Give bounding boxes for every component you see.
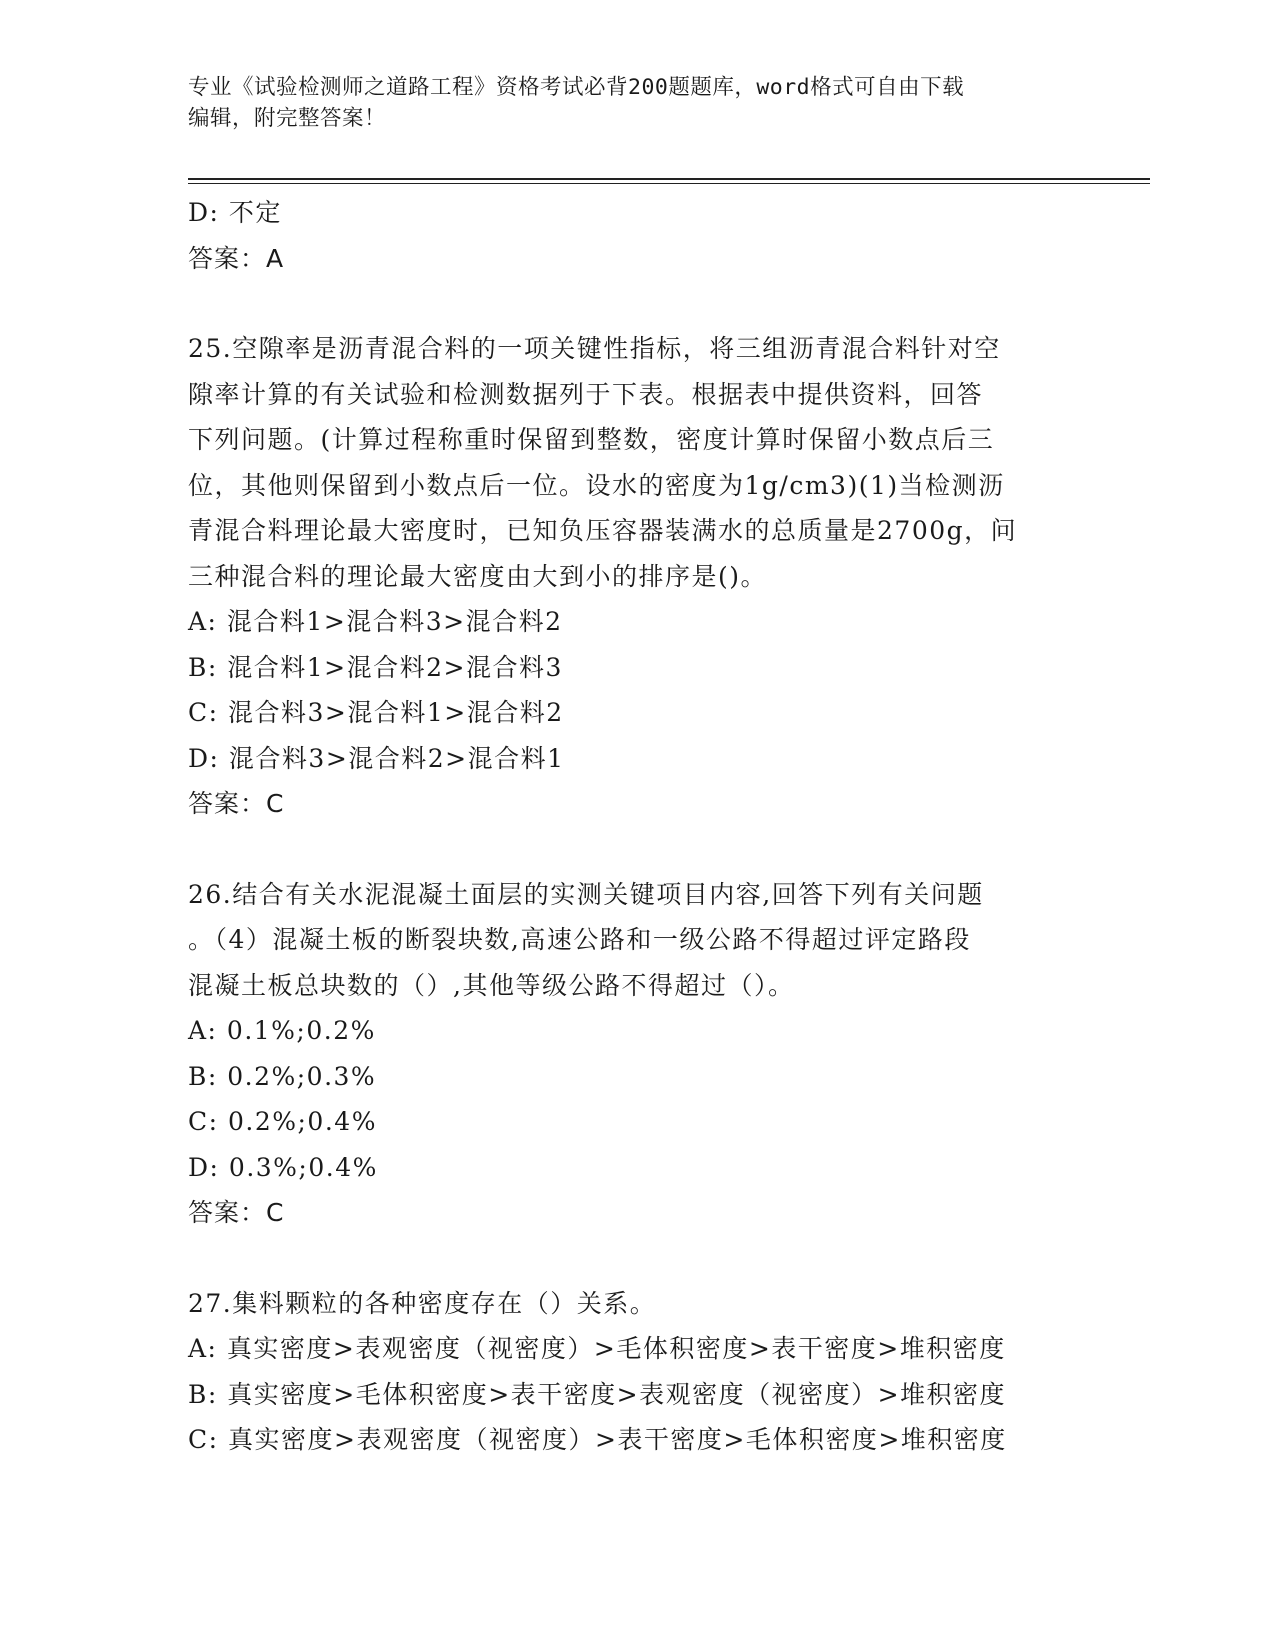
option-a: A: 真实密度>表观密度（视密度）>毛体积密度>表干密度>堆积密度 <box>188 1334 1006 1363</box>
question-text-line: 下列问题。(计算过程称重时保留到整数，密度计算时保留小数点后三 <box>188 425 995 454</box>
option-a: A: 0.1%;0.2% <box>188 1016 376 1045</box>
question-text-line: 。（4）混凝土板的断裂块数,高速公路和一级公路不得超过评定路段 <box>188 925 971 954</box>
question-25 <box>188 326 1128 827</box>
question-text-line: 青混合料理论最大密度时，已知负压容器装满水的总质量是2700g，问 <box>188 516 1018 545</box>
question-text-line: 位，其他则保留到小数点后一位。设水的密度为1g/cm3)(1)当检测沥 <box>188 470 1005 500</box>
question-26 <box>188 872 1128 1236</box>
option-d: D: 不定 <box>188 198 282 227</box>
header-title-line-2: 编辑，附完整答案！ <box>188 106 387 131</box>
option-c: C: 真实密度>表观密度（视密度）>表干密度>毛体积密度>堆积密度 <box>188 1425 1007 1454</box>
answer-label: 答案：C <box>188 789 285 818</box>
answer-label: 答案：A <box>188 243 285 273</box>
option-a: A: 混合料1>混合料3>混合料2 <box>188 607 563 636</box>
header-divider-thick <box>188 178 1150 180</box>
option-c: C: 0.2%;0.4% <box>188 1107 377 1136</box>
header-title-line-1: 专业《试验检测师之道路工程》资格考试必背200题题库，word格式可自由下载 <box>188 75 965 100</box>
question-text-line: 25.空隙率是沥青混合料的一项关键性指标，将三组沥青混合料针对空 <box>188 334 1001 363</box>
question-text-line: 26.结合有关水泥混凝土面层的实测关键项目内容,回答下列有关问题 <box>188 879 984 909</box>
document-body <box>188 190 1128 1463</box>
question-text-line: 隙率计算的有关试验和检测数据列于下表。根据表中提供资料，回答 <box>188 379 984 409</box>
header-divider-thin <box>188 183 1150 184</box>
question-text-line: 三种混合料的理论最大密度由大到小的排序是()。 <box>188 561 768 591</box>
option-c: C: 混合料3>混合料1>混合料2 <box>188 698 564 727</box>
previous-question-fragment <box>188 190 1128 281</box>
question-27 <box>188 1281 1128 1463</box>
question-text-line: 混凝土板总块数的（）,其他等级公路不得超过（）。 <box>188 970 795 1000</box>
question-text-line: 27.集料颗粒的各种密度存在（）关系。 <box>188 1288 657 1318</box>
option-d: D: 混合料3>混合料2>混合料1 <box>188 743 565 773</box>
option-b: B: 混合料1>混合料2>混合料3 <box>188 652 563 682</box>
document-header <box>188 72 1088 134</box>
answer-label: 答案：C <box>188 1198 285 1227</box>
option-d: D: 0.3%;0.4% <box>188 1152 378 1182</box>
option-b: B: 0.2%;0.3% <box>188 1061 377 1091</box>
option-b: B: 真实密度>毛体积密度>表干密度>表观密度（视密度）>堆积密度 <box>188 1379 1007 1409</box>
